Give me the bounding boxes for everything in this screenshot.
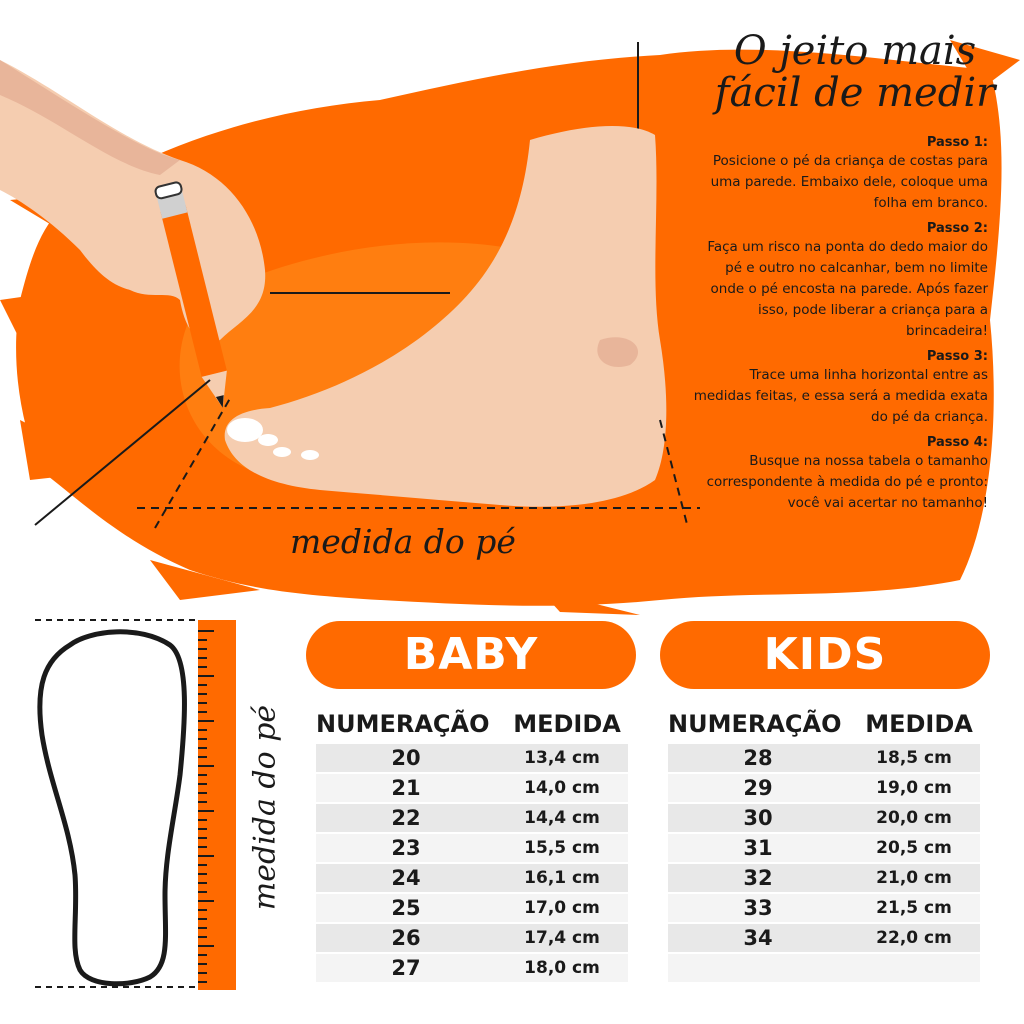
- foot-length: 14,4 cm: [524, 808, 600, 828]
- step-text: Trace uma linha horizontal entre as medidas feitas, e essa será a medida exata do pé da criança.: [693, 367, 988, 425]
- table-row: [316, 744, 628, 772]
- ruler-tick: [198, 765, 214, 767]
- steps-list: [690, 134, 988, 520]
- step-4: [690, 434, 988, 514]
- foot-length: 20,0 cm: [876, 808, 952, 828]
- foot-length: 16,1 cm: [524, 868, 600, 888]
- size-number: 23: [391, 836, 421, 860]
- measuring-ruler: [198, 620, 236, 990]
- table-row: [316, 924, 628, 952]
- ruler-tick: [198, 711, 207, 713]
- kids-size-table: [668, 706, 980, 984]
- foot-length: 17,0 cm: [524, 898, 600, 918]
- footprint-outline: [30, 615, 200, 995]
- step-text: Faça um risco na ponta do dedo maior do pé e outro no calcanhar, bem no limite onde o pé encosta na parede. Após fazer isso, pode liberar a criança para a brincadeira!: [707, 239, 988, 339]
- table-row: [316, 774, 628, 802]
- foot-length: 15,5 cm: [524, 838, 600, 858]
- ruler-tick: [198, 630, 214, 632]
- table-row: [316, 954, 628, 982]
- baby-size-table: [316, 706, 628, 984]
- baby-header-pill: BABY: [306, 621, 636, 689]
- foot-length: 13,4 cm: [524, 748, 600, 768]
- illustration-caption: medida do pé: [290, 522, 516, 561]
- table-row: [668, 834, 980, 862]
- size-number: 27: [391, 956, 421, 980]
- header-measure: MEDIDA: [513, 710, 621, 738]
- ruler-label: medida do pé: [247, 704, 283, 911]
- ruler-tick: [198, 729, 207, 731]
- table-row: [668, 954, 980, 982]
- step-text: Posicione o pé da criança de costas para uma parede. Embaixo dele, coloque uma folha em branco.: [710, 153, 988, 211]
- size-number: 25: [391, 896, 421, 920]
- header-size: NUMERAÇÃO: [668, 710, 842, 738]
- ruler-tick: [198, 918, 207, 920]
- ruler-tick: [198, 747, 207, 749]
- page-title-line1: O jeito mais: [733, 28, 977, 74]
- ruler-tick: [198, 873, 207, 875]
- ruler-tick: [198, 927, 207, 929]
- ruler-tick: [198, 666, 207, 668]
- ruler-tick: [198, 738, 207, 740]
- table-row: [316, 864, 628, 892]
- step-3: [690, 348, 988, 428]
- page-title-line2: fácil de medir: [714, 70, 996, 116]
- table-row: [668, 744, 980, 772]
- ruler-tick: [198, 702, 207, 704]
- ruler-tick: [198, 774, 207, 776]
- header-size: NUMERAÇÃO: [316, 710, 490, 738]
- size-number: 31: [743, 836, 773, 860]
- step-text: Busque na nossa tabela o tamanho correspondente à medida do pé e pronto: você vai acertar no tamanho!: [706, 453, 988, 511]
- table-row: [316, 804, 628, 832]
- table-row: [668, 894, 980, 922]
- ruler-tick: [198, 900, 214, 902]
- ruler-tick: [198, 936, 207, 938]
- foot-length: 17,4 cm: [524, 928, 600, 948]
- step-2: [690, 220, 988, 342]
- foot-length: 18,0 cm: [524, 958, 600, 978]
- ruler-tick: [198, 639, 207, 641]
- ruler-tick: [198, 648, 207, 650]
- size-number: 22: [391, 806, 421, 830]
- step-title: Passo 1:: [926, 135, 988, 150]
- ruler-tick: [198, 981, 207, 983]
- ruler-tick: [198, 828, 207, 830]
- ruler-tick: [198, 819, 207, 821]
- ruler-tick: [198, 846, 207, 848]
- table-row: [668, 774, 980, 802]
- ruler-tick: [198, 909, 207, 911]
- ruler-tick: [198, 783, 207, 785]
- table-row: [668, 924, 980, 952]
- table-row: [316, 894, 628, 922]
- step-title: Passo 2:: [926, 221, 988, 236]
- foot-length: 18,5 cm: [876, 748, 952, 768]
- step-title: Passo 4:: [926, 435, 988, 450]
- ruler-tick: [198, 882, 207, 884]
- ruler-tick: [198, 657, 207, 659]
- ruler-tick: [198, 864, 207, 866]
- size-number: 21: [391, 776, 421, 800]
- foot-length: 20,5 cm: [876, 838, 952, 858]
- step-1: [690, 134, 988, 214]
- ruler-tick: [198, 972, 207, 974]
- foot-length: 21,0 cm: [876, 868, 952, 888]
- size-number: 24: [391, 866, 421, 890]
- table-body: [668, 744, 980, 982]
- foot-length: 22,0 cm: [876, 928, 952, 948]
- foot-length: 21,5 cm: [876, 898, 952, 918]
- ruler-tick: [198, 810, 214, 812]
- foot-length: 14,0 cm: [524, 778, 600, 798]
- kids-header-pill: KIDS: [660, 621, 990, 689]
- ruler-tick: [198, 954, 207, 956]
- size-number: 30: [743, 806, 773, 830]
- table-header: [668, 706, 980, 742]
- size-number: 20: [391, 746, 421, 770]
- size-number: 28: [743, 746, 773, 770]
- size-number: 29: [743, 776, 773, 800]
- table-row: [668, 864, 980, 892]
- ruler-tick: [198, 855, 214, 857]
- table-header: [316, 706, 628, 742]
- size-number: 34: [743, 926, 773, 950]
- ruler-tick: [198, 945, 214, 947]
- foot-length: 19,0 cm: [876, 778, 952, 798]
- ruler-tick: [198, 693, 207, 695]
- header-measure: MEDIDA: [865, 710, 973, 738]
- table-body: [316, 744, 628, 982]
- ruler-tick: [198, 684, 207, 686]
- size-number: 26: [391, 926, 421, 950]
- ruler-tick: [198, 963, 207, 965]
- ruler-tick: [198, 801, 207, 803]
- size-number: 33: [743, 896, 773, 920]
- ruler-tick: [198, 891, 207, 893]
- ruler-tick: [198, 720, 214, 722]
- ruler-tick: [198, 837, 207, 839]
- table-row: [668, 804, 980, 832]
- table-row: [316, 834, 628, 862]
- ruler-tick: [198, 792, 207, 794]
- step-title: Passo 3:: [926, 349, 988, 364]
- ruler-tick: [198, 756, 207, 758]
- ruler-tick: [198, 675, 214, 677]
- size-number: 32: [743, 866, 773, 890]
